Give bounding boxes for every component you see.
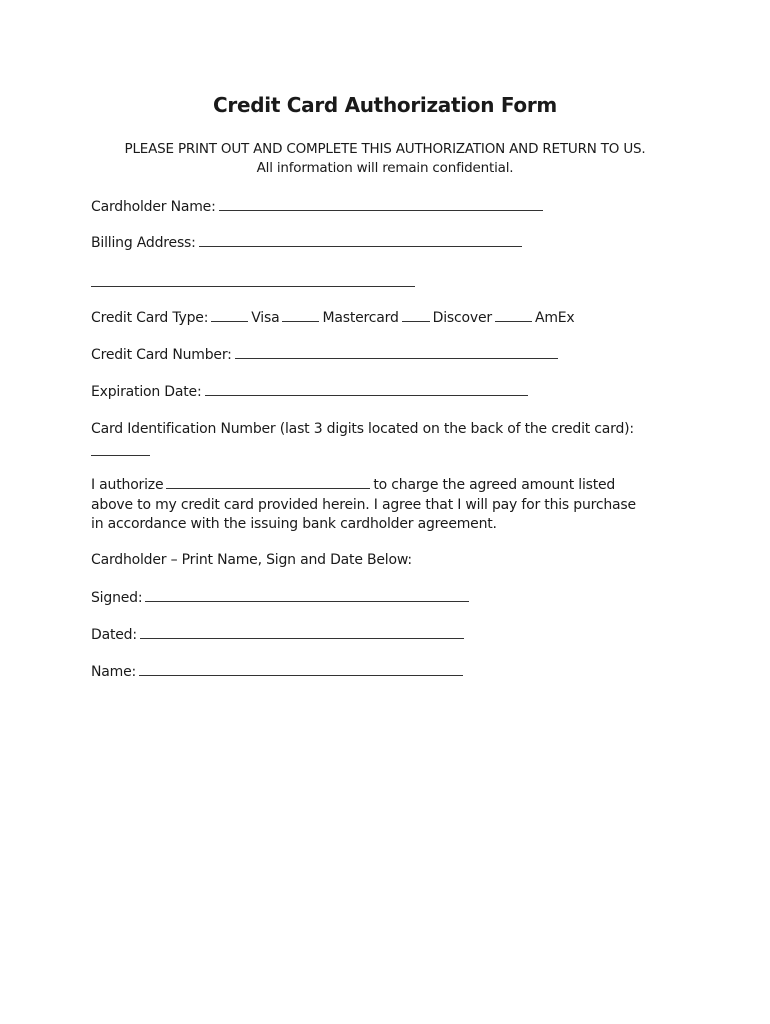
cardholder-name-label: Cardholder Name: <box>91 199 216 215</box>
signature-field[interactable] <box>145 586 469 602</box>
dated-row <box>91 623 467 645</box>
cardholder-name-field[interactable] <box>219 195 543 211</box>
authorize-suffix: to charge the agreed amount listed <box>373 477 616 493</box>
expiration-date-row <box>91 380 531 402</box>
name-label: Name: <box>91 664 137 680</box>
signed-row <box>91 586 472 608</box>
merchant-name-field[interactable] <box>166 474 370 489</box>
cid-label: Card Identification Number (last 3 digits located on the back of the credit card): <box>91 421 634 437</box>
card-type-row <box>91 306 574 328</box>
card-type-visa: Visa <box>251 310 280 326</box>
discover-checkbox-line[interactable] <box>402 306 430 322</box>
cardholder-name-row <box>91 195 546 217</box>
signed-label: Signed: <box>91 590 143 606</box>
authorization-line-2: above to my credit card provided herein. I agree that I will pay for this purchase <box>91 496 636 513</box>
instructions-line-1: PLEASE PRINT OUT AND COMPLETE THIS AUTHORIZATION AND RETURN TO US. <box>124 141 646 157</box>
cid-field[interactable] <box>91 455 150 456</box>
amex-checkbox-line[interactable] <box>495 306 532 322</box>
cardholder-sign-heading <box>91 549 412 571</box>
authorization-paragraph <box>91 474 691 535</box>
card-type-discover: Discover <box>432 310 492 326</box>
billing-address-field[interactable] <box>199 231 522 247</box>
card-type-amex: AmEx <box>534 310 575 326</box>
billing-address-label: Billing Address: <box>91 235 196 251</box>
billing-address-field-line-2[interactable] <box>91 286 415 287</box>
billing-address-row <box>91 231 525 253</box>
expiration-date-field[interactable] <box>205 380 528 396</box>
date-field[interactable] <box>140 623 464 639</box>
name-row <box>91 660 466 682</box>
card-type-mastercard: Mastercard <box>322 310 399 326</box>
expiration-date-label: Expiration Date: <box>91 384 202 400</box>
mastercard-checkbox-line[interactable] <box>282 306 319 322</box>
print-name-field[interactable] <box>139 660 463 676</box>
cardholder-sign-heading-text: Cardholder – Print Name, Sign and Date Below: <box>91 552 412 568</box>
authorization-line-3: in accordance with the issuing bank cardholder agreement. <box>91 516 497 532</box>
instructions-line-2: All information will remain confidential. <box>256 160 514 176</box>
visa-checkbox-line[interactable] <box>211 306 248 322</box>
dated-label: Dated: <box>91 627 137 643</box>
form-title: Credit Card Authorization Form <box>213 93 557 117</box>
card-number-label: Credit Card Number: <box>91 347 232 363</box>
card-number-field[interactable] <box>235 343 558 359</box>
card-type-label: Credit Card Type: <box>91 310 209 326</box>
authorize-prefix: I authorize <box>91 477 164 493</box>
authorization-line-1 <box>91 474 691 496</box>
cid-row <box>91 418 634 440</box>
card-number-row <box>91 343 561 365</box>
